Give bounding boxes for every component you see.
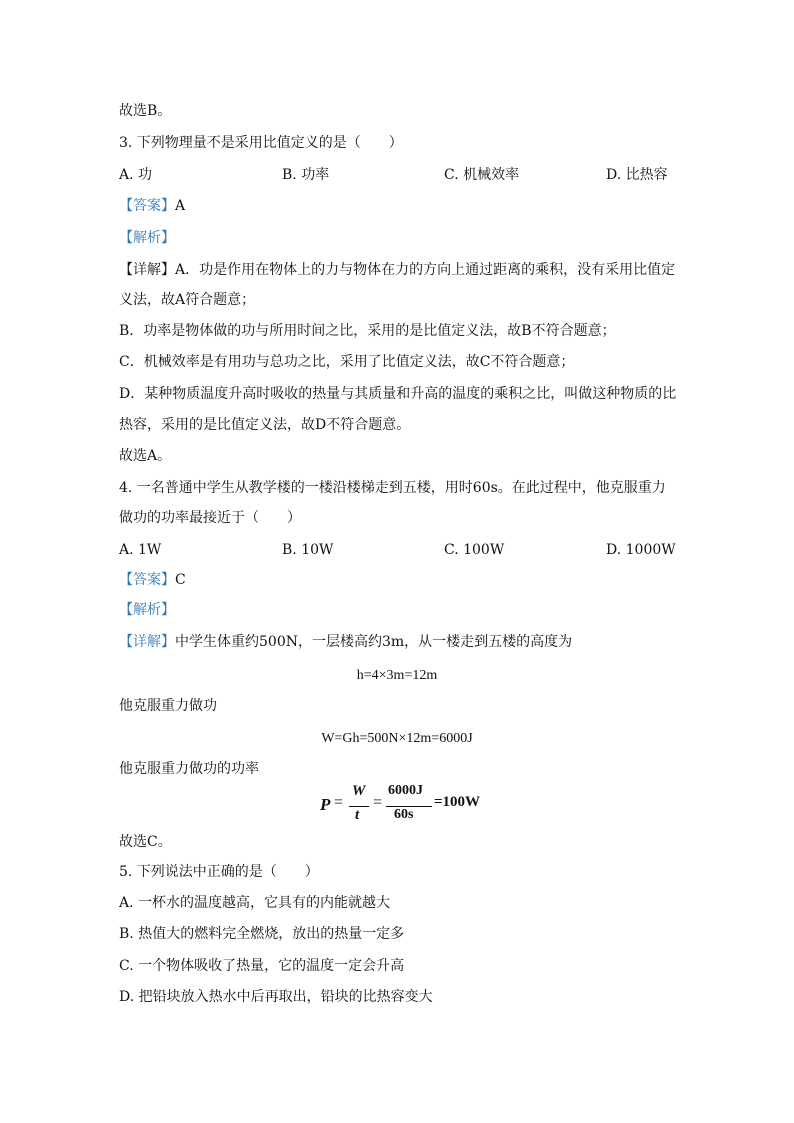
q5-option-a: A. 一杯水的温度越高，它具有的内能就越大 bbox=[119, 895, 391, 911]
formula-numerator-value: 6000J bbox=[388, 783, 423, 798]
formula-denominator-t: t bbox=[355, 807, 360, 823]
q4-power-text: 他克服重力做功的功率 bbox=[119, 761, 259, 777]
q4-answer bbox=[119, 570, 186, 590]
q3-detail-d-cont: 热容，采用的是比值定义法，故D不符合题意。 bbox=[119, 417, 411, 433]
answer-tag: 【答案】 bbox=[119, 198, 175, 214]
q4-conclusion: 故选C。 bbox=[119, 834, 172, 850]
q3-detail-b: B．功率是物体做的功与所用时间之比，采用的是比值定义法，故B不符合题意； bbox=[119, 323, 616, 339]
formula-numerator-w: W bbox=[352, 783, 366, 799]
q3-option-c: C. 机械效率 bbox=[444, 167, 520, 183]
q3-detail-a-cont: 义法，故A符合题意； bbox=[119, 292, 256, 308]
question-5: 5. 下列说法中正确的是（ ） bbox=[119, 864, 319, 880]
detail-text: 中学生体重约500N，一层楼高约3m，从一楼走到五楼的高度为 bbox=[175, 634, 573, 650]
q4-option-c: C. 100W bbox=[444, 542, 505, 558]
q4-detail bbox=[119, 632, 572, 652]
equation-height: h=4×3m=12m bbox=[356, 668, 438, 683]
q3-answer bbox=[119, 196, 185, 216]
q5-option-b: B. 热值大的燃料完全燃烧，放出的热量一定多 bbox=[119, 926, 405, 942]
question-4: 4. 一名普通中学生从教学楼的一楼沿楼梯走到五楼，用时60s。在此过程中，他克服重力 bbox=[119, 480, 666, 496]
detail-tag: 【详解】 bbox=[119, 634, 175, 650]
q5-option-d: D. 把铅块放入热水中后再取出，铅块的比热容变大 bbox=[119, 989, 433, 1005]
q4-option-d: D. 1000W bbox=[606, 542, 676, 558]
q3-option-b: B. 功率 bbox=[282, 167, 330, 183]
answer-tag: 【答案】 bbox=[119, 572, 175, 588]
formula-equals-1: = bbox=[334, 794, 344, 811]
formula-equals-2: = bbox=[373, 794, 383, 811]
question-4-cont: 做功的功率最接近于（ ） bbox=[119, 510, 301, 526]
formula-result: =100W bbox=[434, 794, 481, 810]
q3-detail-a: 【详解】A．功是作用在物体上的力与物体在力的方向上通过距离的乘积，没有采用比值定 bbox=[119, 262, 676, 278]
q2-conclusion: 故选B。 bbox=[119, 103, 172, 119]
answer-value: A bbox=[175, 198, 186, 214]
q3-detail-c: C．机械效率是有用功与总功之比，采用了比值定义法，故C不符合题意； bbox=[119, 354, 575, 370]
formula-lhs: P bbox=[320, 795, 331, 814]
q5-option-c: C. 一个物体吸收了热量，它的温度一定会升高 bbox=[119, 958, 405, 974]
formula-denominator-value: 60s bbox=[394, 807, 414, 822]
q4-work-text: 他克服重力做功 bbox=[119, 698, 217, 714]
q4-option-a: A. 1W bbox=[119, 542, 162, 558]
power-formula bbox=[318, 783, 481, 826]
question-3: 3. 下列物理量不是采用比值定义的是（ ） bbox=[119, 135, 403, 151]
q3-option-d: D. 比热容 bbox=[606, 167, 668, 183]
q3-option-a: A. 功 bbox=[119, 167, 153, 183]
q3-analysis-tag: 【解析】 bbox=[119, 230, 175, 246]
equation-work: W=Gh=500N×12m=6000J bbox=[321, 731, 473, 746]
q4-option-b: B. 10W bbox=[282, 542, 334, 558]
q4-analysis-tag: 【解析】 bbox=[119, 602, 175, 618]
q3-detail-d: D．某种物质温度升高时吸收的热量与其质量和升高的温度的乘积之比，叫做这种物质的比 bbox=[119, 386, 677, 402]
answer-value: C bbox=[175, 572, 186, 588]
q3-conclusion: 故选A。 bbox=[119, 448, 172, 464]
